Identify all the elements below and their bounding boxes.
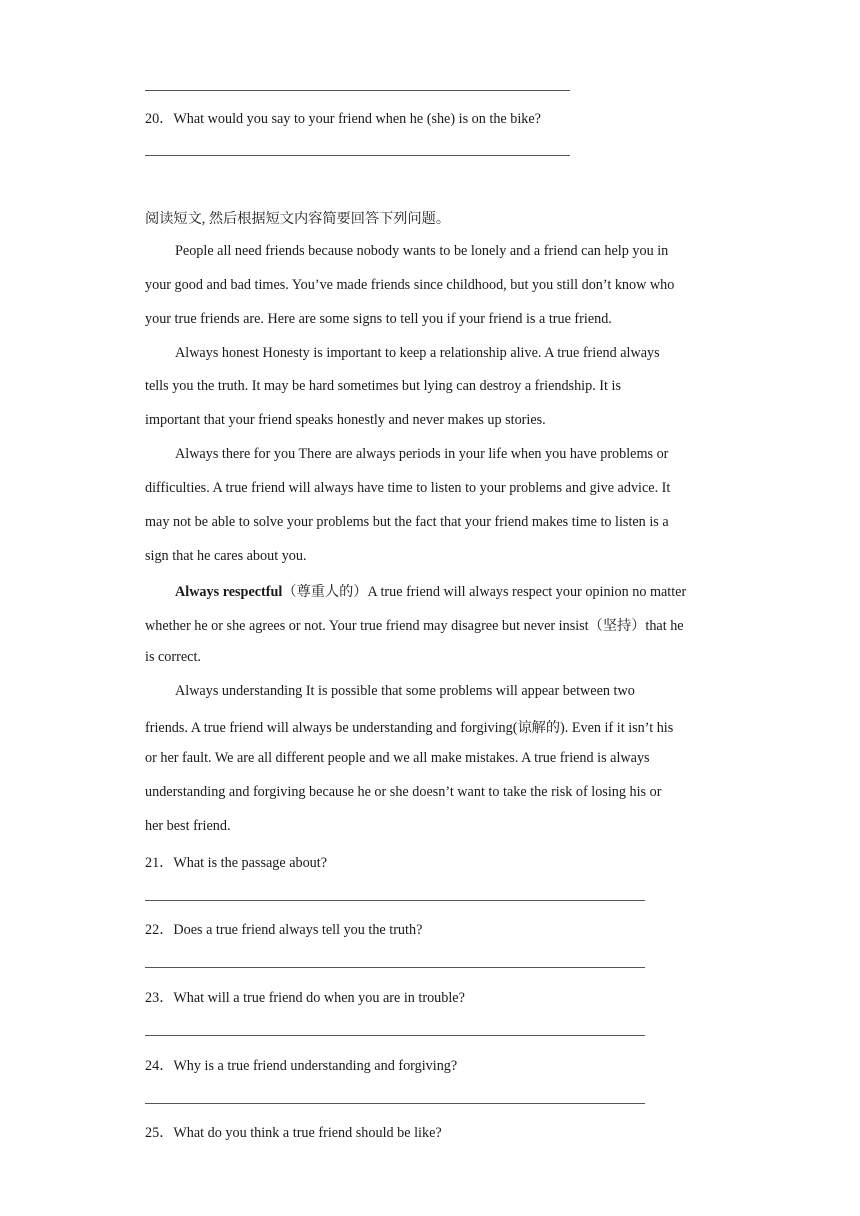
reading-instruction: 阅读短文, 然后根据短文内容简要回答下列问题。	[145, 211, 451, 227]
paragraph-2-line-3: important that your friend speaks honestly and never makes up stories.	[145, 412, 546, 428]
question-25: 25．What do you think a true friend should be like?	[145, 1125, 442, 1141]
question-24: 24．Why is a true friend understanding and forgiving?	[145, 1058, 458, 1074]
paragraph-4-line-3: is correct.	[145, 649, 201, 665]
answer-line-24[interactable]	[145, 1103, 645, 1104]
answer-line-22[interactable]	[145, 967, 645, 968]
question-22: 22．Does a true friend always tell you the truth?	[145, 922, 423, 938]
question-23: 23．What will a true friend do when you are in trouble?	[145, 990, 465, 1006]
paragraph-1-line-2: your good and bad times. You’ve made friends since childhood, but you still don’t know who	[145, 277, 675, 293]
paragraph-4-heading: Always respectful	[175, 584, 283, 600]
answer-line-19[interactable]	[145, 90, 570, 91]
paragraph-2-line-2: tells you the truth. It may be hard sometimes but lying can destroy a friendship. It is	[145, 378, 621, 394]
paragraph-3-line-1: Always there for you There are always periods in your life when you have problems or	[175, 446, 669, 462]
paragraph-2-line-1: Always honest Honesty is important to keep a relationship alive. A true friend always	[175, 345, 660, 361]
paragraph-5-line-1: Always understanding It is possible that some problems will appear between two	[175, 683, 635, 699]
question-21: 21．What is the passage about?	[145, 855, 328, 871]
paragraph-1-line-3: your true friends are. Here are some signs to tell you if your friend is a true friend.	[145, 311, 612, 327]
paragraph-5-line-4: understanding and forgiving because he or she doesn’t want to take the risk of losing his or	[145, 784, 662, 800]
paragraph-4-line-2: whether he or she agrees or not. Your true friend may disagree but never insist（坚持）that he	[145, 618, 684, 634]
paragraph-1-line-1: People all need friends because nobody wants to be lonely and a friend can help you in	[175, 243, 669, 259]
paragraph-5-line-3: or her fault. We are all different people and we all make mistakes. A true friend is always	[145, 750, 650, 766]
paragraph-5-line-5: her best friend.	[145, 818, 231, 834]
question-20: 20．What would you say to your friend when he (she) is on the bike?	[145, 111, 541, 127]
answer-line-21[interactable]	[145, 900, 645, 901]
paragraph-4-line-1	[175, 581, 686, 601]
paragraph-4-line-1-rest: （尊重人的）A true friend will always respect your opinion no matter	[282, 584, 687, 600]
paragraph-3-line-4: sign that he cares about you.	[145, 548, 307, 564]
paragraph-5-line-2: friends. A true friend will always be understanding and forgiving(谅解的). Even if it isn’t his	[145, 720, 674, 736]
paragraph-3-line-3: may not be able to solve your problems but the fact that your friend makes time to listen is a	[145, 514, 669, 530]
answer-line-20[interactable]	[145, 155, 570, 156]
answer-line-23[interactable]	[145, 1035, 645, 1036]
paragraph-3-line-2: difficulties. A true friend will always have time to listen to your problems and give advice. It	[145, 480, 671, 496]
